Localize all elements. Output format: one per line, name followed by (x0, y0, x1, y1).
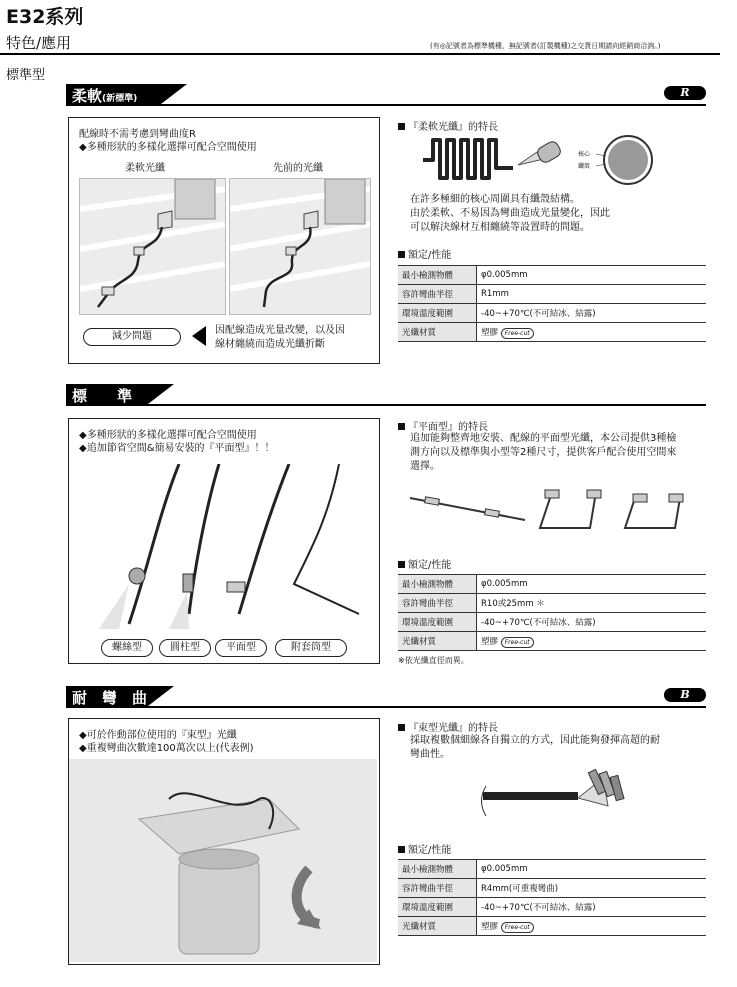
flexible-left-box (68, 117, 380, 364)
box-text: 配線時不需考慮到彎曲度R (79, 129, 196, 140)
spec-table (398, 265, 706, 342)
image-label: 柔軟光纖 (125, 163, 165, 174)
free-cut-tag: Free-cut (501, 637, 534, 648)
section-bar-bend-resistant (66, 686, 706, 708)
rating-heading: 額定/性能 (398, 246, 451, 261)
spec-row: 環境溫度範圍 -40~+70℃(不可結冰、結露) (398, 613, 706, 632)
conventional-fiber-image (229, 178, 371, 315)
spec-row: 光纖材質 塑膠 Free-cut (398, 323, 706, 342)
section-title: 標 準 (72, 387, 133, 405)
sleeve-type-pill: 附套筒型 (275, 639, 347, 657)
bend-left-box (68, 718, 380, 965)
screw-type-pill: 螺絲型 (101, 639, 153, 657)
rating-heading: 額定/性能 (398, 556, 451, 571)
feature-heading: 『束型光纖』的特長 (398, 719, 498, 734)
spec-row: 容許彎曲半徑 R10或25mm ＊ (398, 594, 706, 613)
box-text: ◆多種形狀的多樣化選擇可配合空間使用 (79, 430, 257, 441)
box-text: ◆多種形狀的多樣化選擇可配合空間使用 (79, 142, 257, 153)
spec-row: 光纖材質 塑膠 Free-cut (398, 917, 706, 936)
standard-left-box (68, 418, 380, 664)
spec-row: 光纖材質 塑膠 Free-cut (398, 632, 706, 651)
availability-note: (有◎記號者為標準機種，無記號者(訂製機種)之交貨日期請向經銷商洽詢。) (430, 42, 661, 50)
section-title: 柔軟(新標準) (72, 87, 138, 105)
section-title: 耐 彎 曲 (72, 689, 148, 707)
cylinder-type-pill: 圓柱型 (159, 639, 211, 657)
reason-text: 因配線造成光量改變，以及因 (215, 325, 345, 336)
type-label: 標準型 (6, 68, 46, 83)
cladding-label: 纖殼 (578, 163, 591, 170)
badge-b: B (664, 688, 706, 702)
spec-table (398, 859, 706, 936)
free-cut-tag: Free-cut (501, 328, 534, 339)
box-text: ◆重複彎曲次數達100萬次以上(代表例) (79, 743, 254, 754)
page-title: E32系列 (6, 6, 84, 28)
arrow-left-icon (192, 326, 206, 346)
spec-row: 最小檢測物體 φ0.005mm (398, 575, 706, 594)
section-bar-standard (66, 384, 706, 406)
feature-heading: 『平面型』的特長 (398, 418, 488, 433)
standard-fibers-image (89, 464, 369, 634)
free-cut-tag: Free-cut (501, 922, 534, 933)
badge-r: R (664, 86, 706, 100)
bundle-fiber-diagram (478, 768, 628, 828)
feature-description: 追加能夠整齊地安裝、配線的平面型光纖，本公司提供3種檢 測方向以及標準與小型等2種尺寸，提供客戶配合使用空間來 選擇。 (410, 433, 677, 472)
feature-description: 採取複數個細線各自獨立的方式，因此能夠發揮高超的耐 彎曲性。 (410, 735, 660, 760)
spec-table (398, 574, 706, 651)
footnote: ※依光纖直徑而異。 (398, 656, 469, 665)
reduce-problems-pill: 減少問題 (83, 328, 181, 346)
feature-description: 在許多極細的核心周圍具有纖殼結構。 由於柔軟、不易因為彎曲造成光量變化，因此 可以解決線材互相纏繞等設置時的問題。 (410, 194, 610, 233)
flexible-fiber-image (79, 178, 226, 315)
flat-type-pill: 平面型 (215, 639, 267, 657)
feature-heading: 『柔軟光纖』的特長 (398, 118, 498, 133)
box-text: ◆可於作動部位使用的『束型』光纖 (79, 730, 237, 741)
box-text: ◆追加節省空間&簡易安裝的『平面型』！！ (79, 443, 275, 454)
spec-row: 最小檢測物體 φ0.005mm (398, 860, 706, 879)
rating-heading: 額定/性能 (398, 841, 451, 856)
section-bar-flexible (66, 84, 706, 106)
spec-row: 環境溫度範圍 -40~+70℃(不可結冰、結露) (398, 898, 706, 917)
robot-arm-image (69, 759, 377, 962)
page-subtitle: 特色/應用 (6, 34, 72, 52)
flat-type-diagram (405, 478, 705, 538)
reason-text: 線材纏繞而造成光纖折斷 (215, 339, 325, 350)
spec-row: 最小檢測物體 φ0.005mm (398, 266, 706, 285)
spec-row: 容許彎曲半徑 R4mm(可重複彎曲) (398, 879, 706, 898)
header-rule (0, 53, 720, 55)
spec-row: 環境溫度範圍 -40~+70℃(不可結冰、結露) (398, 304, 706, 323)
core-label: 核心 (578, 151, 591, 158)
image-label: 先前的光纖 (273, 163, 323, 174)
spec-row: 容許彎曲半徑 R1mm (398, 285, 706, 304)
fiber-cross-section-diagram (418, 130, 668, 190)
